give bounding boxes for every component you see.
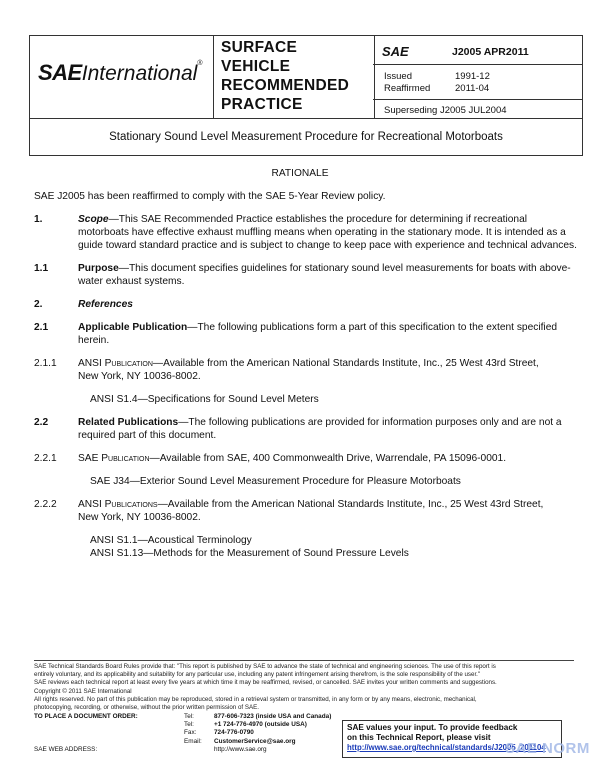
section-2-2-2-line-1 (78, 498, 543, 511)
small-sae-logo: SAE (382, 44, 409, 59)
footer-rule (34, 660, 574, 661)
email-label: Email: (184, 737, 202, 745)
section-2-1-1-text: —Available from the American National Standards Institute, Inc., 25 West 43rd Street, (152, 358, 539, 369)
doc-type-line-4: PRACTICE (221, 96, 303, 113)
section-2-2-line-1 (78, 416, 562, 429)
section-2-2-2-heading: ANSI Publications (78, 499, 158, 510)
section-2-number: 2. (34, 299, 43, 310)
issued-label: Issued (384, 71, 412, 82)
section-2-2-2-text: —Available from the American National Standards Institute, Inc., 25 West 43rd Street, (157, 499, 544, 510)
section-2-2-1-number: 2.2.1 (34, 453, 57, 464)
section-2-2-heading: Related Publications (78, 417, 179, 428)
section-2-2-1-heading: SAE Publication (78, 453, 150, 464)
feedback-link[interactable]: http://www.sae.org/technical/standards/J2005_201104 (347, 743, 546, 752)
email-value[interactable]: CustomerService@sae.org (214, 737, 296, 745)
section-2-1-line-2: herein. (78, 335, 110, 346)
web-label: SAE WEB ADDRESS: (34, 745, 98, 753)
tel2-value: +1 724-776-4970 (outside USA) (214, 721, 307, 729)
section-2-2-1-line-1 (78, 452, 506, 465)
section-2-1-number: 2.1 (34, 322, 49, 333)
sae-international-logo (38, 60, 203, 86)
section-1-line-3: guide toward standard practice and is subject to change to keep pace with experience and technical advances. (78, 240, 577, 251)
document-title: Stationary Sound Level Measurement Procedure for Recreational Motorboats (29, 118, 583, 156)
tel-label: Tel: (184, 713, 194, 720)
section-2-1-1-heading: ANSI Publication (78, 358, 153, 369)
footer-line-1: SAE Technical Standards Board Rules provide that: "This report is published by SAE to advance the state of technical and engineering sciences. The use of this report is (34, 663, 496, 670)
footer-line-3: SAE reviews each technical report at least every five years at which time it may be reaffirmed, revised, or cancelled. SAE invites your written comments and suggestions. (34, 679, 497, 687)
section-1-line-2: motorboats have effective exhaust muffling means when operating in the stationary mode. It is intended as a (78, 227, 566, 238)
issued-value: 1991-12 (455, 71, 490, 82)
section-1-heading: Scope (78, 214, 109, 225)
section-2-2-text: —The following publications are provided for information purposes only and are not a (178, 417, 562, 428)
web-value[interactable]: http://www.sae.org (214, 745, 267, 753)
section-2-2-2-line-2: New York, NY 10036-8002. (78, 512, 201, 523)
section-1-number: 1. (34, 214, 43, 225)
rationale-text: SAE J2005 has been reaffirmed to comply with the SAE 5-Year Review policy. (34, 191, 386, 202)
fax-value: 724-776-0790 (214, 729, 254, 737)
doc-type (221, 38, 349, 114)
section-2-1-1-number: 2.1.1 (34, 358, 57, 369)
rationale-heading: RATIONALE (271, 168, 329, 179)
reference-ansi-s1-1: ANSI S1.1—Acoustical Terminology (90, 535, 252, 546)
order-info-table (34, 713, 331, 754)
section-1-1-text: —This document specifies guidelines for stationary sound level measurements for boats with above- (118, 263, 571, 274)
reference-ansi-s1-4: ANSI S1.4—Specifications for Sound Level Meters (90, 394, 319, 405)
reaffirmed-label: Reaffirmed (384, 83, 431, 94)
superseding: Superseding J2005 JUL2004 (384, 105, 507, 116)
section-1-1-line-1 (78, 262, 571, 275)
header-divider-1 (373, 64, 583, 65)
watermark: SAE NORM (505, 740, 590, 757)
section-1-1-number: 1.1 (34, 263, 49, 274)
footer-line-5: All rights reserved. No part of this publication may be reproduced, stored in a retrieval system or transmitted, in any form or by any means, electronic, mechanical, (34, 695, 477, 703)
section-1-line-1 (78, 213, 527, 226)
section-2-1-1-line-2: New York, NY 10036-8002. (78, 371, 201, 382)
logo-international-text: International (81, 62, 198, 85)
fax-label: Fax: (184, 729, 197, 737)
feedback-line-1: SAE values your input. To provide feedback (347, 723, 518, 732)
doc-type-line-3: RECOMMENDED (221, 77, 350, 94)
section-2-1-line-1 (78, 321, 557, 334)
section-1-1-line-2: water exhaust systems. (78, 276, 185, 287)
feedback-line-2: on this Technical Report, please visit (347, 733, 491, 742)
section-2-2-number: 2.2 (34, 417, 49, 428)
section-2-heading: References (78, 299, 133, 310)
section-2-1-1-line-1 (78, 357, 539, 370)
footer-disclaimer (34, 663, 574, 712)
footer-line-4: Copyright © 2011 SAE International (34, 687, 132, 695)
section-2-1-heading: Applicable Publication (78, 322, 188, 333)
section-1-text: —This SAE Recommended Practice establishes the procedure for determining if recreational (108, 214, 528, 225)
section-2-2-line-2: required part of this document. (78, 430, 217, 441)
section-2-2-2-number: 2.2.2 (34, 499, 57, 510)
reference-ansi-s1-13: ANSI S1.13—Methods for the Measurement of Sound Pressure Levels (90, 548, 409, 559)
header-divider-2 (373, 99, 583, 100)
footer-line-6: photocopying, recording, or otherwise, without the prior written permission of SAE. (34, 704, 259, 712)
tel-value: 877-606-7323 (inside USA and Canada) (214, 713, 332, 720)
doc-type-line-2: VEHICLE (221, 58, 291, 75)
section-2-2-1-text: —Available from SAE, 400 Commonwealth Drive, Warrendale, PA 15096-0001. (149, 453, 507, 464)
section-2-1-text: —The following publications form a part of this specification to the extent specified (187, 322, 558, 333)
doc-type-line-1: SURFACE (221, 39, 298, 56)
doc-number: J2005 APR2011 (452, 46, 529, 58)
logo-sae-text: SAE (38, 60, 82, 85)
tel2-label: Tel: (184, 721, 194, 729)
logo-registered-mark: ® (197, 60, 203, 67)
reaffirmed-value: 2011-04 (455, 83, 490, 94)
section-1-1-heading: Purpose (78, 263, 119, 274)
reference-sae-j34: SAE J34—Exterior Sound Level Measurement Procedure for Pleasure Motorboats (90, 476, 461, 487)
footer-line-2: entirely voluntary, and its applicability and suitability for any particular use, including any patent infringement arising therefrom, is the sole responsibility of the user." (34, 671, 481, 679)
order-label: TO PLACE A DOCUMENT ORDER: (34, 713, 138, 720)
